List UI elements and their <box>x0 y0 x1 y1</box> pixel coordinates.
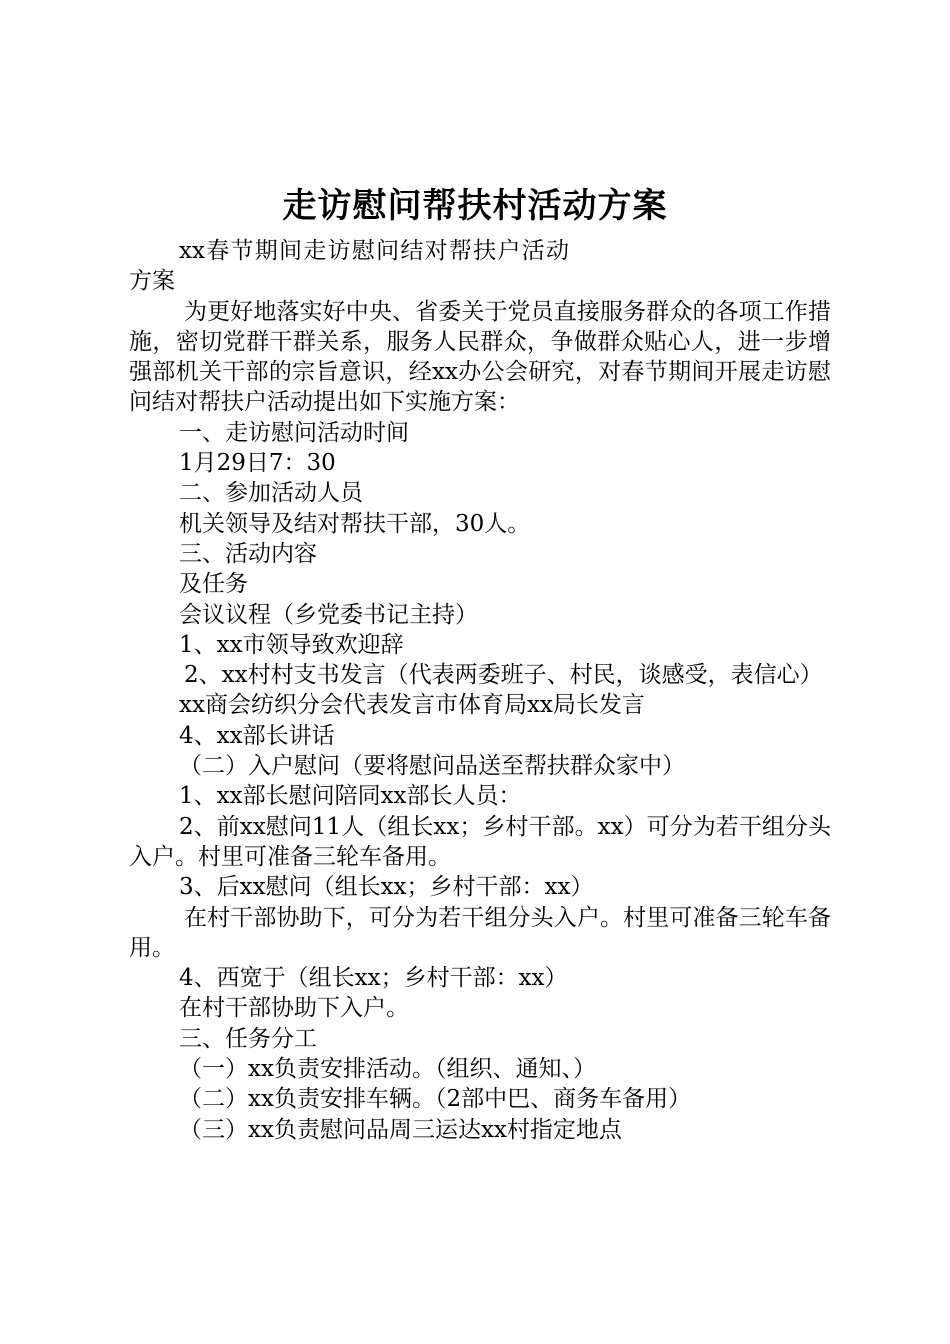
paragraph: 机关领导及结对帮扶干部，30人。 <box>179 510 531 537</box>
paragraph: 在村干部协助下，可分为若干组分头入户。村里可准备三轮车备用。 <box>129 904 831 961</box>
document-body <box>129 236 831 1145</box>
paragraph: 三、任务分工 <box>179 1025 317 1052</box>
paragraph: （二）xx负责安排车辆。（2部中巴、商务车备用） <box>179 1086 692 1113</box>
paragraph: 三、活动内容 <box>179 540 317 567</box>
paragraph: 1、xx市领导致欢迎辞 <box>179 631 404 658</box>
paragraph: 2、前xx慰问11人（组长xx；乡村干部。xx）可分为若干组分头入户。村里可准备三轮车备用。 <box>129 813 831 870</box>
paragraph: 4、xx部长讲话 <box>179 722 335 749</box>
paragraph: 二、参加活动人员 <box>179 480 363 507</box>
paragraph: 1、xx部长慰问陪同xx部长人员： <box>179 783 522 810</box>
paragraph: 1月29日7：30 <box>179 450 336 477</box>
paragraph: 在村干部协助下入户。 <box>179 995 409 1022</box>
document-title: 走访慰问帮扶村活动方案 <box>282 186 668 226</box>
paragraph: （三）xx负责慰问品周三运达xx村指定地点 <box>179 1116 622 1143</box>
paragraph: （一）xx负责安排活动。（组织、通知、） <box>179 1056 596 1083</box>
paragraph: （二）入户慰问（要将慰问品送至帮扶群众家中） <box>179 753 685 780</box>
paragraph: 2、xx村村支书发言（代表两委班子、村民，谈感受，表信心） <box>184 662 823 689</box>
paragraph: 4、西宽于（组长xx；乡村干部：xx） <box>179 965 568 992</box>
paragraph: 3、后xx慰问（组长xx；乡村干部：xx） <box>179 874 594 901</box>
paragraph: xx商会纺织分会代表发言市体育局xx局长发言 <box>179 692 645 719</box>
paragraph: 及任务 <box>179 571 248 598</box>
paragraph: 一、走访慰问活动时间 <box>179 419 409 446</box>
paragraph: 会议议程（乡党委书记主持） <box>179 601 478 628</box>
paragraph-subtitle: xx春节期间走访慰问结对帮扶户活动方案 <box>129 238 569 295</box>
paragraph-intro: 为更好地落实好中央、省委关于党员直接服务群众的各项工作措施，密切党群干群关系，服务人民群众，争做群众贴心人，进一步增强部机关干部的宗旨意识，经xx办公会研究，对春节期间开展走访慰问结对帮扶户活动提出如下实施方案： <box>129 298 831 416</box>
